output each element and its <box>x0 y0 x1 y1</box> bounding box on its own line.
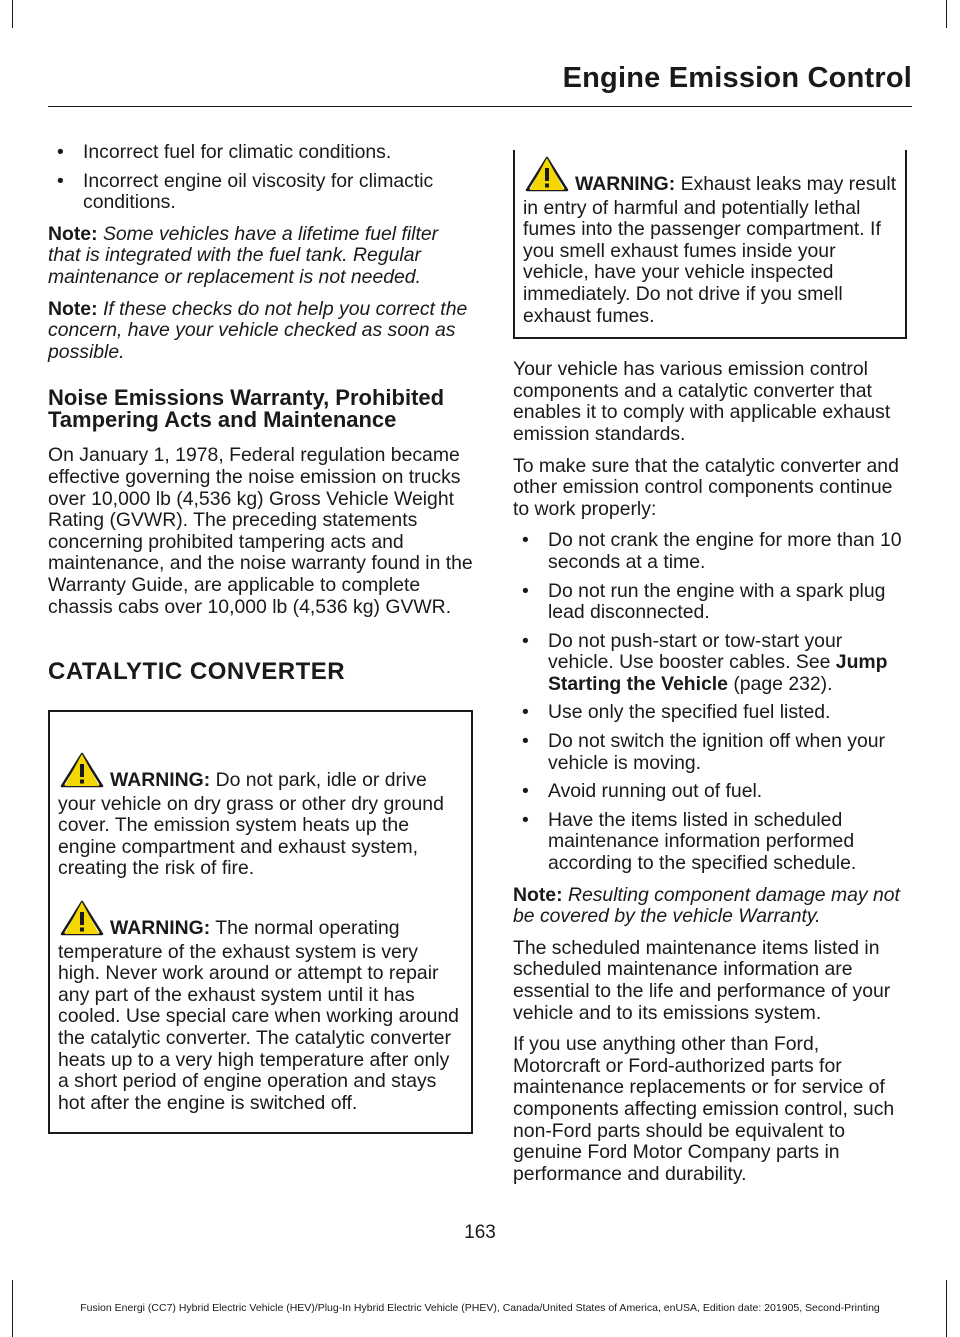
emission-components-paragraph: Your vehicle has various emission control components and a catalytic converter that enables it to comply with applicable exhaust emission standards. <box>513 358 891 445</box>
noise-warranty-paragraph: On January 1, 1978, Federal regulation became effective governing the noise emission on trucks over 10,000 lb (4,536 kg) Gross Vehicle Weight Rating (GVWR). The preceding statements concerning prohibited tampering acts and maintenance, and the noise warranty found in the Warranty Guide, are applicable to complete chassis cabs over 10,000 lb (4,536 kg) GVWR. <box>48 444 473 618</box>
note-lifetime-filter: Note: Some vehicles have a lifetime fuel filter that is integrated with the fuel tank. Regular maintenance or replacement is not needed. <box>48 222 439 288</box>
note-component-damage: Note: Resulting component damage may not be covered by the vehicle Warranty. <box>513 883 900 928</box>
warning-box-left <box>48 710 473 1134</box>
scheduled-maintenance-paragraph: The scheduled maintenance items listed in scheduled maintenance information are essential to the life and performance of your vehicle and to its emissions system. <box>513 936 891 1024</box>
proper-function-paragraph: To make sure that the catalytic converter and other emission control components continue to work properly: <box>513 454 899 520</box>
list-item: • Use only the specified fuel listed. <box>522 701 831 724</box>
right-bullet-list <box>513 530 907 874</box>
list-item: • Avoid running out of fuel. <box>522 780 763 803</box>
crop-mark-top-left <box>12 0 13 28</box>
footer-edition-info: Fusion Energi (CC7) Hybrid Electric Vehicle (HEV)/Plug-In Hybrid Electric Vehicle (PHEV), Canada/United States of America, enUSA, Edition date: 201905, Second-Printing <box>80 1302 880 1314</box>
note-checks: Note: If these checks do not help you correct the concern, have your vehicle checked as soon as possible. <box>48 297 468 363</box>
list-item: • Do not crank the engine for more than 10 seconds at a time. <box>522 529 902 573</box>
noise-warranty-heading: Noise Emissions Warranty, Prohibited Tampering Acts and Maintenance <box>48 385 445 433</box>
crop-mark-top-right <box>946 0 947 28</box>
warning-exhaust-temperature: WARNING: The normal operating temperature of the exhaust system is very high. Never work around or attempt to repair any part of the exhaust system until it has cooled. Use special care when working around the catalytic converter. The catalytic converter heats up to a very high temperature after only a short period of engine operation and stays hot after the engine is switched off. <box>58 900 463 1114</box>
list-item: • Have the items listed in scheduled maintenance information performed according to the specified schedule. <box>522 808 857 875</box>
warning-triangle-icon <box>60 900 104 942</box>
warning-triangle-icon <box>60 752 104 794</box>
page-title: Engine Emission Control <box>562 62 912 94</box>
warning-exhaust-leaks: WARNING: Exhaust leaks may result in entry of harmful and potentially lethal fumes into the passenger compartment. If you smell exhaust fumes inside your vehicle, have your vehicle inspected immediately. Do not drive if you smell exhaust fumes. <box>523 156 897 327</box>
list-item: • Incorrect fuel for climatic conditions. <box>57 141 392 163</box>
page-number: 163 <box>464 1222 496 1243</box>
right-column <box>513 150 907 1195</box>
left-column <box>48 142 473 1134</box>
catalytic-converter-heading: CATALYTIC CONVERTER <box>48 658 346 686</box>
non-ford-parts-paragraph: If you use anything other than Ford, Motorcraft or Ford-authorized parts for maintenance replacements or for service of components affecting emission control, such non-Ford parts should be equivalent to genuine Ford Motor Company parts in performance and durability. <box>513 1033 895 1185</box>
list-item: • Incorrect engine oil viscosity for climactic conditions. <box>57 169 434 214</box>
list-item: • Do not switch the ignition off when your vehicle is moving. <box>522 730 886 774</box>
warning-dry-grass: WARNING: Do not park, idle or drive your vehicle on dry grass or other dry ground cover. The emission system heats up the engine compartment and exhaust system, creating the risk of fire. <box>58 752 463 880</box>
list-item: • Do not push-start or tow-start your vehicle. Use booster cables. See Jump Starting the Vehicle (page 232). <box>522 629 888 695</box>
list-item: • Do not run the engine with a spark plug lead disconnected. <box>522 579 886 624</box>
jump-starting-link[interactable]: Jump Starting the Vehicle <box>548 651 888 695</box>
header-rule <box>48 106 912 107</box>
left-bullet-list <box>48 142 473 214</box>
warning-triangle-icon <box>525 156 569 198</box>
warning-box-right <box>513 150 907 339</box>
